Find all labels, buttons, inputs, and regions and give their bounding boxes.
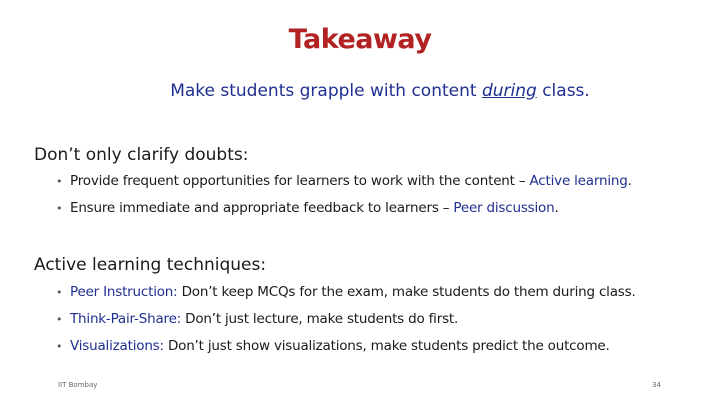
list-item-text: Don’t just lecture, make students do first. [181,311,459,327]
subtitle-emphasis: during [481,81,537,101]
footer-institution: IIT Bombay [58,381,98,389]
list-item-text: Ensure immediate and appropriate feedback to learners – [70,200,454,216]
list-item-text: Provide frequent opportunities for learners to work with the content – [70,173,530,189]
list-item-highlight: Think-Pair-Share: [70,311,182,327]
slide-subtitle [0,81,720,101]
list-item [56,195,632,222]
page-number: 34 [652,381,661,389]
list-item [56,279,636,306]
list-item [56,306,636,333]
list-item-highlight: Active learning [529,173,628,189]
list-item [56,333,636,360]
clarify-list [56,168,632,222]
list-item-end: . [554,200,559,216]
list-item-end: . [627,173,632,189]
list-item-text: Don’t keep MCQs for the exam, make students do them during class. [177,284,636,300]
subtitle-text-before: Make students grapple with content [170,81,482,101]
list-item-highlight: Visualizations: [70,338,164,354]
slide-title: Takeaway [288,24,432,55]
list-item-highlight: Peer Instruction: [70,284,178,300]
techniques-list [56,279,636,360]
list-item-highlight: Peer discussion [453,200,555,216]
subtitle-text-after: class. [536,81,590,101]
section-heading-clarify: Don’t only clarify doubts: [34,145,249,165]
section-heading-techniques: Active learning techniques: [34,255,267,275]
list-item [56,168,632,195]
list-item-text: Don’t just show visualizations, make students predict the outcome. [163,338,610,354]
